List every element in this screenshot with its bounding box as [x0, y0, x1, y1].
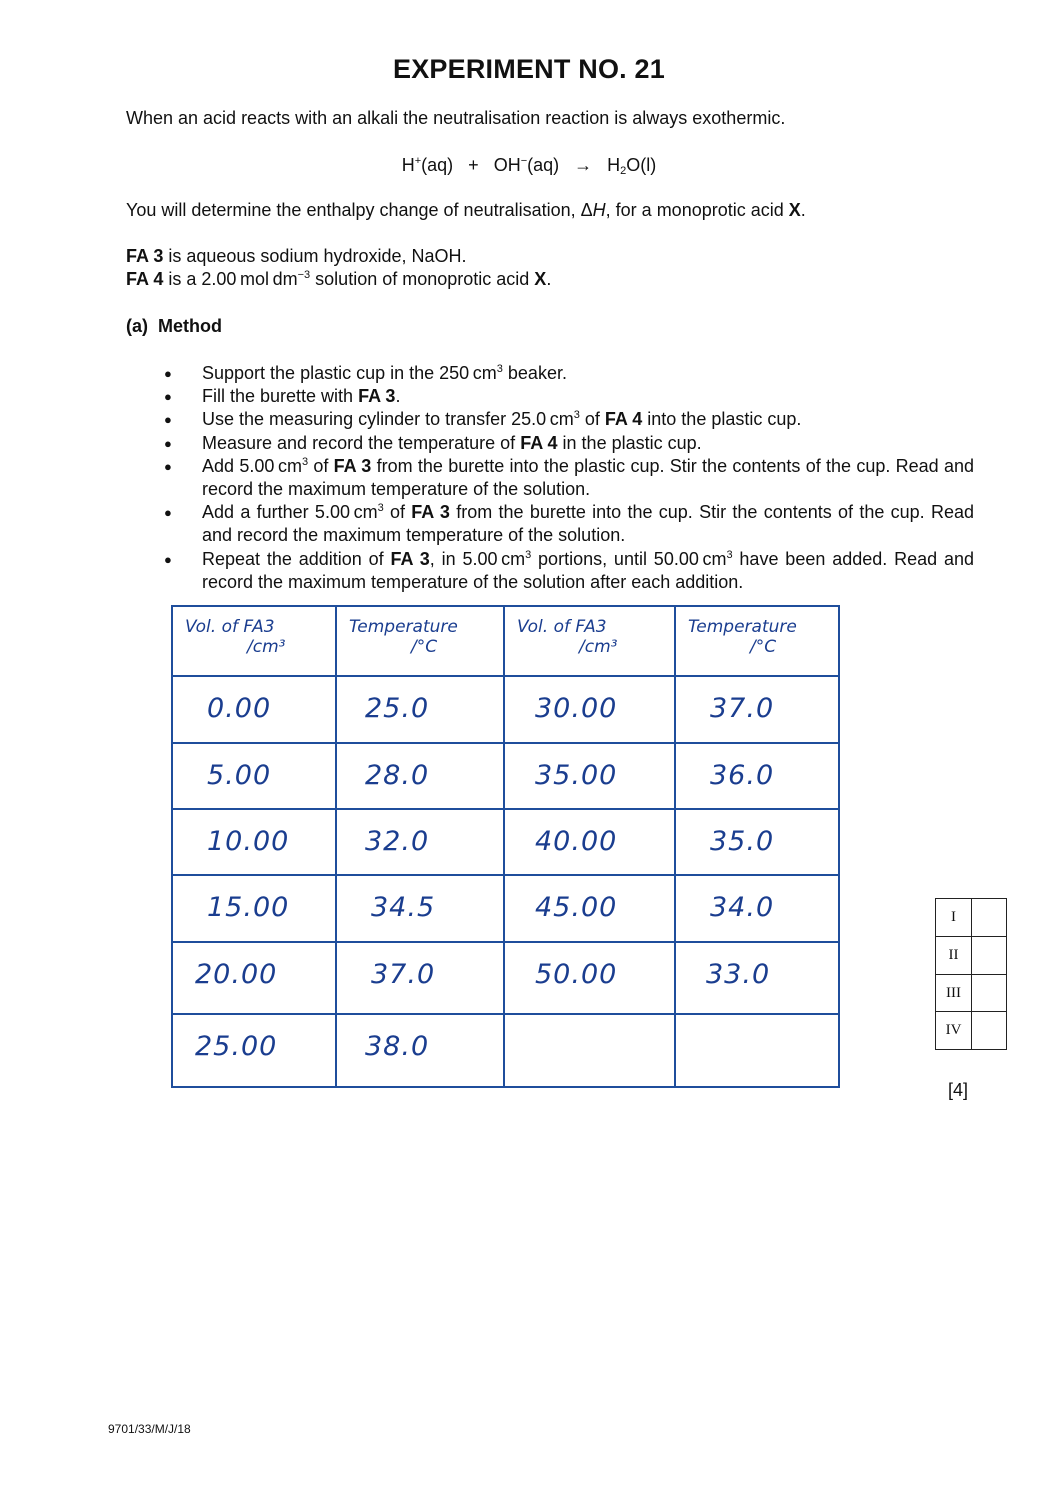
table-cell: 33.0	[706, 959, 771, 990]
fa3-description: FA 3 is aqueous sodium hydroxide, NaOH.	[126, 246, 467, 266]
page-title: EXPERIMENT NO. 21	[393, 54, 665, 84]
table-cell: 34.0	[710, 892, 775, 923]
table-cell: 38.0	[365, 1031, 430, 1062]
table-header-label: Vol. of FA3	[517, 617, 607, 637]
table-header-unit: /cm³	[247, 637, 286, 657]
method-step: ● Add a further 5.00 $cm^3$ of FA 3 from the burette into the cup. Stir the contents of the cup. Read and record the maximum temperature of the solution.	[164, 501, 974, 547]
method-step: ● Use the measuring cylinder to transfer 25.0 $cm^3$ of FA 4 into the plastic cup.	[164, 408, 974, 431]
table-cell: 40.00	[535, 826, 618, 857]
task-statement: You will determine the enthalpy change of neutralisation, ΔH, for a monoprotic acid X.	[126, 200, 806, 220]
table-cell: 15.00	[207, 892, 290, 923]
table-header-label: Temperature	[349, 617, 458, 637]
section-heading: (a) Method	[126, 316, 222, 336]
table-cell: 37.0	[371, 959, 436, 990]
table-cell: 35.00	[535, 760, 618, 791]
table-horizontal-line	[171, 1013, 840, 1015]
table-horizontal-line	[171, 874, 840, 876]
table-cell: 10.00	[207, 826, 290, 857]
paper-code: 9701/33/M/J/18	[108, 1422, 191, 1436]
method-step: ● Measure and record the temperature of FA 4 in the plastic cup.	[164, 432, 974, 455]
method-steps	[164, 362, 974, 594]
table-cell: 35.0	[710, 826, 775, 857]
method-step: ● Add 5.00 $cm^3$ of FA 3 from the burette into the plastic cup. Stir the contents of the cup. Read and record the maximum temperature of the solution.	[164, 455, 974, 501]
table-horizontal-line	[171, 1086, 840, 1088]
table-cell: 50.00	[535, 959, 618, 990]
table-horizontal-line	[171, 675, 840, 677]
table-header	[517, 617, 617, 657]
table-cell: 25.00	[195, 1031, 278, 1062]
table-horizontal-line	[171, 941, 840, 943]
table-header-label: Temperature	[688, 617, 797, 637]
table-horizontal-line	[171, 742, 840, 744]
table-cell: 0.00	[207, 693, 272, 724]
table-header-label: Vol. of FA3	[185, 617, 275, 637]
mark-box	[935, 898, 1007, 1050]
mark-row	[936, 1011, 1006, 1049]
mark-row	[936, 974, 1006, 1012]
mark-row	[936, 936, 1006, 974]
table-header-unit: /cm³	[579, 637, 618, 657]
mark-label: IV	[936, 1012, 972, 1049]
mark-label: III	[936, 975, 972, 1012]
table-cell: 37.0	[710, 693, 775, 724]
table-header	[349, 617, 458, 657]
intro-text: When an acid reacts with an alkali the neutralisation reaction is always exothermic.	[126, 108, 786, 128]
table-cell: 36.0	[710, 760, 775, 791]
table-cell: 34.5	[371, 892, 436, 923]
method-step: ● Repeat the addition of FA 3, in 5.00 $cm^3$ portions, until 50.00 $cm^3$ have been added. Read and record the maximum temperature of the solution after each addition.	[164, 548, 974, 594]
table-cell: 25.0	[365, 693, 430, 724]
table-cell: 5.00	[207, 760, 272, 791]
table-horizontal-line	[171, 605, 840, 607]
table-cell: 20.00	[195, 959, 278, 990]
table-cell: 30.00	[535, 693, 618, 724]
table-horizontal-line	[171, 808, 840, 810]
table-cell: 45.00	[535, 892, 618, 923]
fa4-description: FA 4 is a 2.00 mol $dm^{-3}$ solution of monoprotic acid X.	[126, 269, 552, 289]
table-header-unit: /°C	[411, 637, 438, 657]
table-header	[688, 617, 797, 657]
mark-row	[936, 899, 1006, 936]
method-step: ● Fill the burette with FA 3.	[164, 385, 974, 408]
mark-label: I	[936, 899, 972, 936]
table-cell: 32.0	[365, 826, 430, 857]
reaction-equation: H+(aq) + OH−(aq) → $H_2O(l)$	[401, 155, 657, 177]
table-cell: 28.0	[365, 760, 430, 791]
mark-label: II	[936, 937, 972, 974]
method-step: ● Support the plastic cup in the 250 $cm^3$ beaker.	[164, 362, 974, 385]
table-header	[185, 617, 285, 657]
table-header-unit: /°C	[750, 637, 777, 657]
mark-total: [4]	[948, 1080, 969, 1100]
